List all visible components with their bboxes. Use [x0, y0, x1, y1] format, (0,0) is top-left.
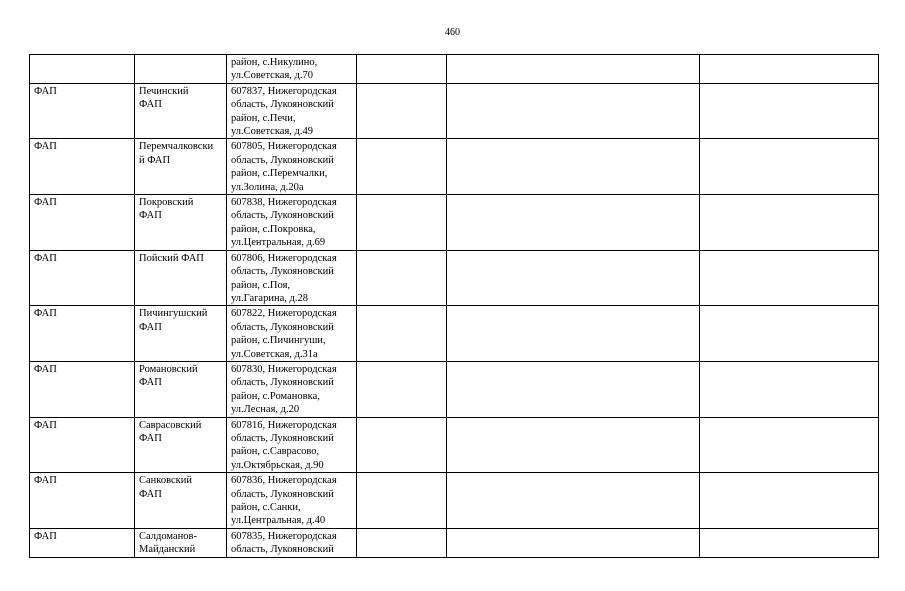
empty-cell — [447, 83, 700, 139]
empty-cell — [357, 417, 447, 473]
empty-cell — [700, 55, 879, 84]
empty-cell — [700, 417, 879, 473]
empty-cell — [447, 473, 700, 529]
facility-name-cell — [135, 417, 227, 473]
empty-cell — [357, 361, 447, 417]
facility-address-text: 607837, Нижегородская область, Лукояновский район, с.Печи, ул.Советская, д.49 — [231, 85, 337, 138]
empty-cell — [700, 306, 879, 362]
facility-name-cell — [135, 83, 227, 139]
empty-cell — [357, 528, 447, 557]
facility-address-text: 607838, Нижегородская область, Лукояновский район, с.Покровка, ул.Центральная, д.69 — [231, 197, 337, 249]
facility-name-cell — [135, 139, 227, 195]
empty-cell — [447, 195, 700, 251]
empty-cell — [357, 250, 447, 306]
facility-name-text: Перемчалковски й ФАП — [139, 141, 214, 166]
empty-cell — [700, 528, 879, 557]
facility-name-text: Пичингушский ФАП — [139, 308, 208, 333]
facility-address-text: 607835, Нижегородская область, Лукояновский — [231, 530, 337, 556]
facility-address-text: 607805, Нижегородская область, Лукояновский район, с.Перемчалки, ул.Золина, д.20а — [231, 141, 337, 193]
facility-address-cell — [227, 361, 357, 417]
facility-type-text: ФАП — [34, 363, 57, 375]
table-row — [30, 55, 879, 84]
empty-cell — [700, 195, 879, 251]
facility-type-cell — [30, 55, 135, 84]
table-row — [30, 417, 879, 473]
facility-address-text: район, с.Никулино, ул.Советская, д.70 — [231, 57, 318, 82]
facility-name-cell — [135, 195, 227, 251]
table-row — [30, 83, 879, 139]
facility-type-cell — [30, 473, 135, 529]
facility-address-cell — [227, 417, 357, 473]
facility-address-cell — [227, 139, 357, 195]
facility-name-text: Печинский ФАП — [139, 85, 189, 111]
facility-type-cell — [30, 139, 135, 195]
facility-address-cell — [227, 250, 357, 306]
facility-name-text: Санковский ФАП — [139, 475, 192, 500]
facility-type-text: ФАП — [34, 252, 57, 264]
facility-address-text: 607822, Нижегородская область, Лукояновский район, с.Пичингуши, ул.Советская, д.31а — [231, 308, 337, 360]
facility-name-text: Саврасовский ФАП — [139, 419, 202, 444]
table-row — [30, 528, 879, 557]
table-row — [30, 306, 879, 362]
facility-address-text: 607830, Нижегородская область, Лукояновский район, с.Романовка, ул.Лесная, д.20 — [231, 363, 337, 416]
table-body — [30, 55, 879, 558]
facility-type-cell — [30, 306, 135, 362]
empty-cell — [447, 417, 700, 473]
empty-cell — [357, 55, 447, 84]
empty-cell — [447, 528, 700, 557]
empty-cell — [700, 83, 879, 139]
facility-type-cell — [30, 361, 135, 417]
empty-cell — [447, 250, 700, 306]
empty-cell — [357, 83, 447, 139]
facility-address-cell — [227, 195, 357, 251]
table-row — [30, 195, 879, 251]
facility-address-cell — [227, 83, 357, 139]
empty-cell — [357, 473, 447, 529]
facility-address-text: 607806, Нижегородская область, Лукояновский район, с.Поя, ул.Гагарина, д.28 — [231, 252, 337, 304]
facility-address-text: 607836, Нижегородская область, Лукояновский район, с.Санки, ул.Центральная, д.40 — [231, 475, 337, 527]
facility-type-cell — [30, 250, 135, 306]
facility-type-cell — [30, 83, 135, 139]
facility-type-text: ФАП — [34, 197, 57, 209]
facility-name-cell — [135, 361, 227, 417]
empty-cell — [447, 361, 700, 417]
table-row — [30, 250, 879, 306]
facility-type-cell — [30, 417, 135, 473]
facility-name-cell — [135, 55, 227, 84]
facility-name-cell — [135, 473, 227, 529]
facility-type-text: ФАП — [34, 141, 57, 153]
facility-type-text: ФАП — [34, 419, 57, 431]
facility-name-text: Пойский ФАП — [139, 252, 204, 264]
facility-name-text: Салдоманов- Майданский — [139, 530, 197, 556]
empty-cell — [447, 139, 700, 195]
facilities-table — [29, 54, 879, 558]
empty-cell — [357, 139, 447, 195]
facility-address-text: 607816, Нижегородская область, Лукояновский район, с.Саврасово, ул.Октябрьская, д.90 — [231, 419, 337, 471]
facility-name-text: Романовский ФАП — [139, 363, 198, 389]
facility-type-cell — [30, 195, 135, 251]
facility-address-cell — [227, 55, 357, 84]
empty-cell — [357, 195, 447, 251]
table-row — [30, 361, 879, 417]
facility-name-cell — [135, 250, 227, 306]
empty-cell — [700, 361, 879, 417]
empty-cell — [447, 55, 700, 84]
facility-type-cell — [30, 528, 135, 557]
table-row — [30, 473, 879, 529]
facility-address-cell — [227, 306, 357, 362]
facility-name-cell — [135, 306, 227, 362]
empty-cell — [357, 306, 447, 362]
facility-address-cell — [227, 473, 357, 529]
facility-type-text: ФАП — [34, 308, 57, 320]
facility-type-text: ФАП — [34, 475, 57, 487]
empty-cell — [700, 139, 879, 195]
facility-name-cell — [135, 528, 227, 557]
empty-cell — [700, 250, 879, 306]
facility-name-text: Покровский ФАП — [139, 197, 194, 222]
table-row — [30, 139, 879, 195]
empty-cell — [447, 306, 700, 362]
page-number: 460 — [445, 27, 460, 38]
empty-cell — [700, 473, 879, 529]
facility-type-text: ФАП — [34, 85, 57, 97]
facility-address-cell — [227, 528, 357, 557]
facility-type-text: ФАП — [34, 530, 57, 542]
